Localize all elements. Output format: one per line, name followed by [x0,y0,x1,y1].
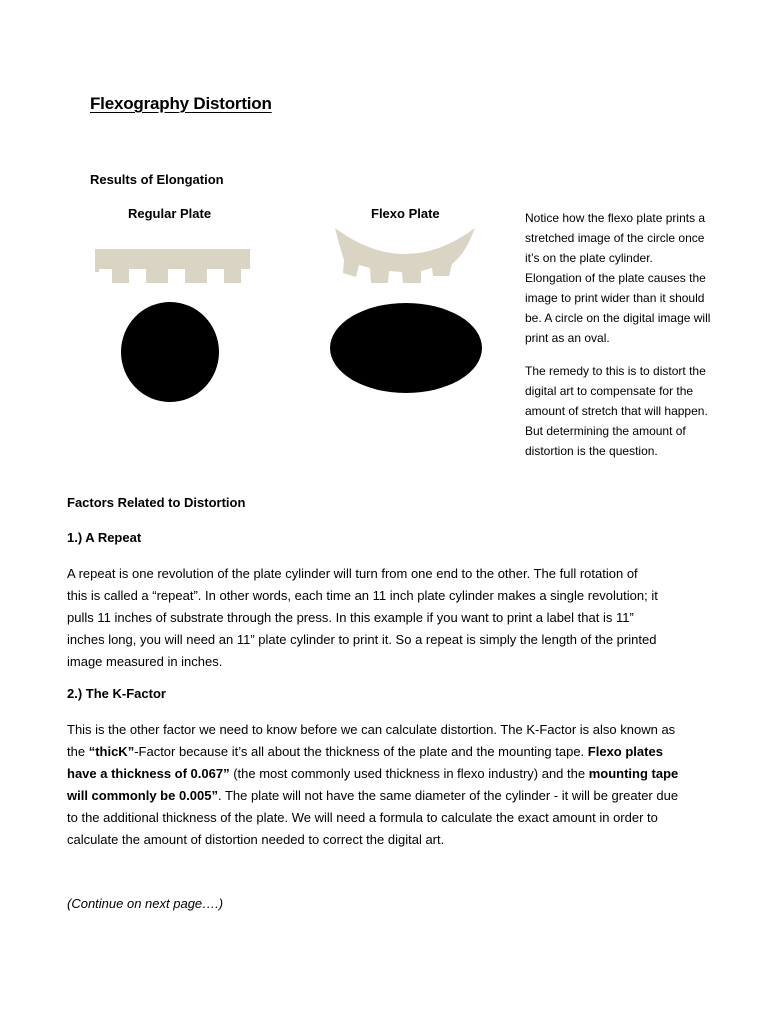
plate-thickness-term: have a thickness of 0.067” [67,766,230,781]
mounting-tape-term: mounting tape [588,766,679,781]
repeat-paragraph [67,563,757,673]
text-run: . The plate will not have the same diameter of the cylinder - it will be greater due [218,788,679,803]
text-run: (the most commonly used thickness in flexo industry) and the [229,766,589,781]
text-line: this is called a “repeat”. In other words, each time an 11 inch plate cylinder makes a single revolution; it [67,588,658,603]
text-line: pulls 11 inches of substrate through the press. In this example if you want to print a label that is 11” [67,610,634,625]
tape-thickness-term: will commonly be 0.005” [67,788,218,803]
regular-plate-label: Regular Plate [128,206,212,221]
text-line: calculate the amount of distortion needed to correct the digital art. [67,832,445,847]
text-line: distortion is the question. [525,444,658,458]
printed-circle [121,302,219,402]
text-line: it’s on the plate cylinder. [525,251,653,265]
text-line: amount of stretch that will happen. [525,404,708,418]
text-line [67,763,757,785]
flexo-plates-term: Flexo plates [587,744,663,759]
text-line: image to print wider than it should [525,291,705,305]
text-line [67,741,757,763]
kfactor-paragraph [67,719,757,851]
printed-oval [330,303,482,393]
text-line [67,785,757,807]
text-line: print as an oval. [525,331,610,345]
text-line: A repeat is one revolution of the plate cylinder will turn from one end to the other. The full rotation of [67,566,638,581]
kfactor-heading: 2.) The K-Factor [67,686,166,701]
thick-term: “thicK” [88,744,135,759]
factors-heading: Factors Related to Distortion [67,495,246,510]
text-line: But determining the amount of [525,424,686,438]
text-line: inches long, you will need an 11” plate cylinder to print it. So a repeat is simply the length of the printed [67,632,657,647]
text-run: -Factor because it’s all about the thickness of the plate and the mounting tape. [134,744,588,759]
repeat-heading: 1.) A Repeat [67,530,142,545]
text-line: Notice how the flexo plate prints a [525,211,706,225]
flexo-plate-shape [335,228,475,283]
side-paragraph-2 [525,361,755,461]
side-paragraph-1 [525,208,755,348]
text-line: stretched image of the circle once [525,231,705,245]
page-title: Flexography Distortion [90,94,272,113]
text-line: be. A circle on the digital image will [525,311,711,325]
text-line: Elongation of the plate causes the [525,271,706,285]
continue-note: (Continue on next page….) [67,896,224,911]
text-line: The remedy to this is to distort the [525,364,706,378]
text-line: This is the other factor we need to know before we can calculate distortion. The K-Factor is also known as [67,722,676,737]
text-line: image measured in inches. [67,654,223,669]
text-line: to the additional thickness of the plate. We will need a formula to calculate the exact amount in order to [67,810,658,825]
text-run: the [67,744,89,759]
regular-plate-shape [95,249,250,283]
text-line: digital art to compensate for the [525,384,694,398]
flexo-plate-label: Flexo Plate [371,206,440,221]
results-heading: Results of Elongation [90,172,224,187]
